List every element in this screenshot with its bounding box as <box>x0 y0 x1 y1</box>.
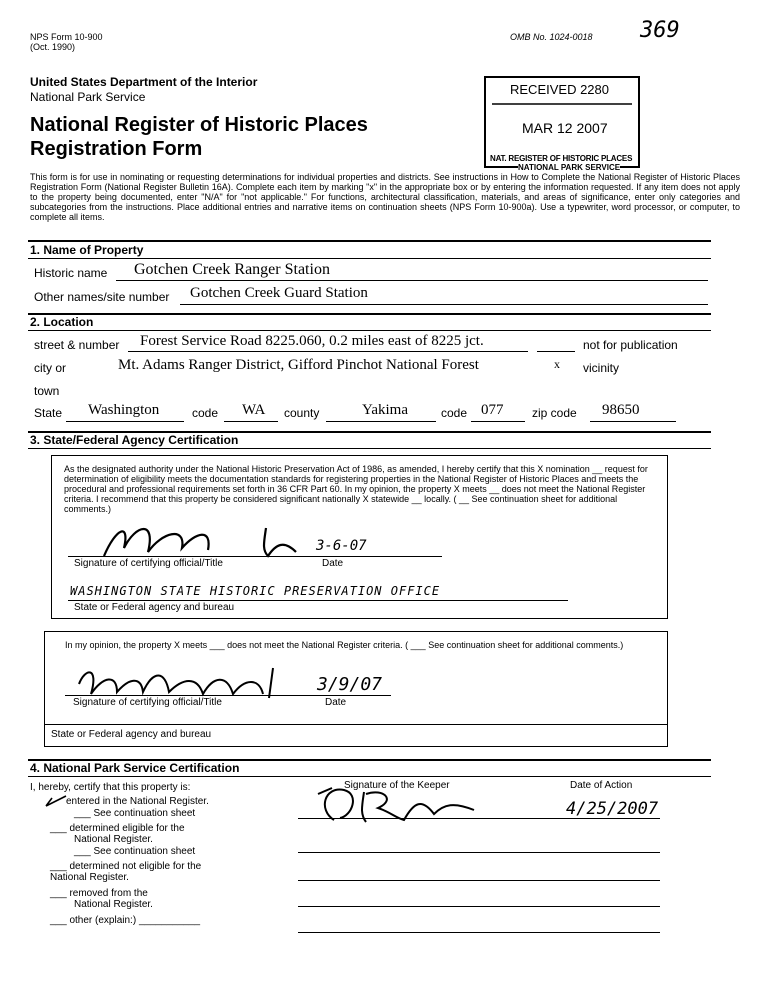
agency-label: State or Federal agency and bureau <box>74 602 235 613</box>
form-date: (Oct. 1990) <box>30 42 76 52</box>
date-label: Date <box>322 558 344 569</box>
section2-heading: 2. Location <box>30 315 94 329</box>
removed-line2: National Register. <box>74 899 153 910</box>
vicinity-mark: x <box>554 357 560 371</box>
see-continuation-1: ___ See continuation sheet <box>74 808 196 819</box>
state-code-label: code <box>192 406 219 420</box>
see-continuation-2: ___ See continuation sheet <box>74 846 196 857</box>
department-name: United States Department of the Interior <box>30 75 258 89</box>
opinion-date-value: 3/9/07 <box>317 674 383 695</box>
form-number: NPS Form 10-900 <box>30 32 103 42</box>
nps-intro: I, hereby, certify that this property is: <box>30 782 191 793</box>
signature-label: Signature of certifying official/Title <box>74 558 223 569</box>
page-subtitle: Registration Form <box>30 138 203 160</box>
vicinity-label: vicinity <box>583 361 620 375</box>
section1-heading: 1. Name of Property <box>30 243 144 257</box>
page-title: National Register of Historic Places <box>30 114 368 136</box>
other-option: ___ other (explain:) ___________ <box>50 915 201 926</box>
state-label: State <box>34 406 63 420</box>
section3-heading: 3. State/Federal Agency Certification <box>30 433 239 447</box>
removed-option: ___ removed from the <box>50 888 148 899</box>
county-code-label: code <box>441 406 468 420</box>
determined-eligible-line2: National Register. <box>74 834 153 845</box>
historic-name-value: Gotchen Creek Ranger Station <box>134 261 330 278</box>
received-stamp <box>484 76 640 172</box>
date-of-action-value: 4/25/2007 <box>566 799 659 819</box>
state-value: Washington <box>88 402 160 418</box>
not-eligible-line2: National Register. <box>50 872 129 883</box>
service-name: National Park Service <box>30 90 146 104</box>
keeper-signature-label: Signature of the Keeper <box>344 780 450 791</box>
opinion-text: In my opinion, the property X meets ___ does not meet the National Register criteria. ( ___ See continuation sheet for additional comments.) <box>65 640 624 650</box>
not-for-publication-label: not for publication <box>583 338 678 352</box>
street-label: street & number <box>34 338 120 352</box>
city-value: Mt. Adams Ranger District, Gifford Pinchot National Forest <box>118 357 479 373</box>
official-date-value: 3-6-07 <box>316 538 367 554</box>
county-label: county <box>284 406 320 420</box>
agency-value: WASHINGTON STATE HISTORIC PRESERVATION OFFICE <box>70 584 441 598</box>
omb-number: OMB No. 1024-0018 <box>510 32 593 42</box>
entered-checkmark <box>44 794 68 808</box>
county-code-value: 077 <box>481 402 504 418</box>
other-names-label: Other names/site number <box>34 290 170 304</box>
county-value: Yakima <box>362 402 408 418</box>
keeper-signature <box>304 780 504 830</box>
determined-eligible-option: ___ determined eligible for the <box>50 823 185 834</box>
opinion-date-label: Date <box>325 697 347 708</box>
instructions-paragraph: This form is for use in nominating or requesting determinations for individual properties and districts. See instructions in How to Complete the National Register of Historic Places Registration Form (National Register Bulletin 16A). Complete each item by marking "x" in the appropriate box or by entering the information requested. If any item does not apply to the property being documented, enter "N/A" for "not applicable." For functions, architectural classification, materials, and areas of significance, enter only categories and subcategories from the instructions. Place additional entries and narrative items on continuation sheets (NPS Form 10-900a). Use a typewriter, word processor, or computer, to complete all items. <box>30 172 740 222</box>
zip-value: 98650 <box>602 402 640 418</box>
state-certification-box <box>51 455 668 619</box>
town-label: town <box>34 384 60 398</box>
other-names-value: Gotchen Creek Guard Station <box>190 285 368 301</box>
street-value: Forest Service Road 8225.060, 0.2 miles east of 8225 jct. <box>140 333 484 349</box>
not-eligible-option: ___ determined not eligible for the <box>50 861 202 872</box>
historic-name-label: Historic name <box>34 266 108 280</box>
entered-option: entered in the National Register. <box>66 796 209 807</box>
stamp-line1: NAT. REGISTER OF HISTORIC PLACES <box>490 154 633 163</box>
stamp-line2: NATIONAL PARK SERVICE <box>518 163 621 172</box>
stamp-received: RECEIVED 2280 <box>510 82 609 97</box>
opinion-agency-label: State or Federal agency and bureau <box>51 729 212 740</box>
opinion-box <box>44 631 668 747</box>
section4-heading: 4. National Park Service Certification <box>30 761 240 775</box>
stamp-date: MAR 12 2007 <box>522 120 608 136</box>
handwritten-number: 369 <box>640 18 680 43</box>
date-of-action-label: Date of Action <box>570 780 633 791</box>
zip-label: zip code <box>532 406 577 420</box>
certification-text: As the designated authority under the National Historic Preservation Act of 1986, as amended, I hereby certify that this X nomination __ request for determination of eligibility meets the documentation standards for registering properties in the National Register of Historic Places and meets the procedural and professional requirements set forth in 36 CFR Part 60. In my opinion, the property X meets __ does not meet the National Register criteria. I recommend that this property be considered significant nationally X statewide __ locally. ( __ See continuation sheet for additional comments.) <box>64 464 648 514</box>
city-label: city or <box>34 361 67 375</box>
state-code-value: WA <box>242 402 266 418</box>
opinion-signature-label: Signature of certifying official/Title <box>73 697 222 708</box>
